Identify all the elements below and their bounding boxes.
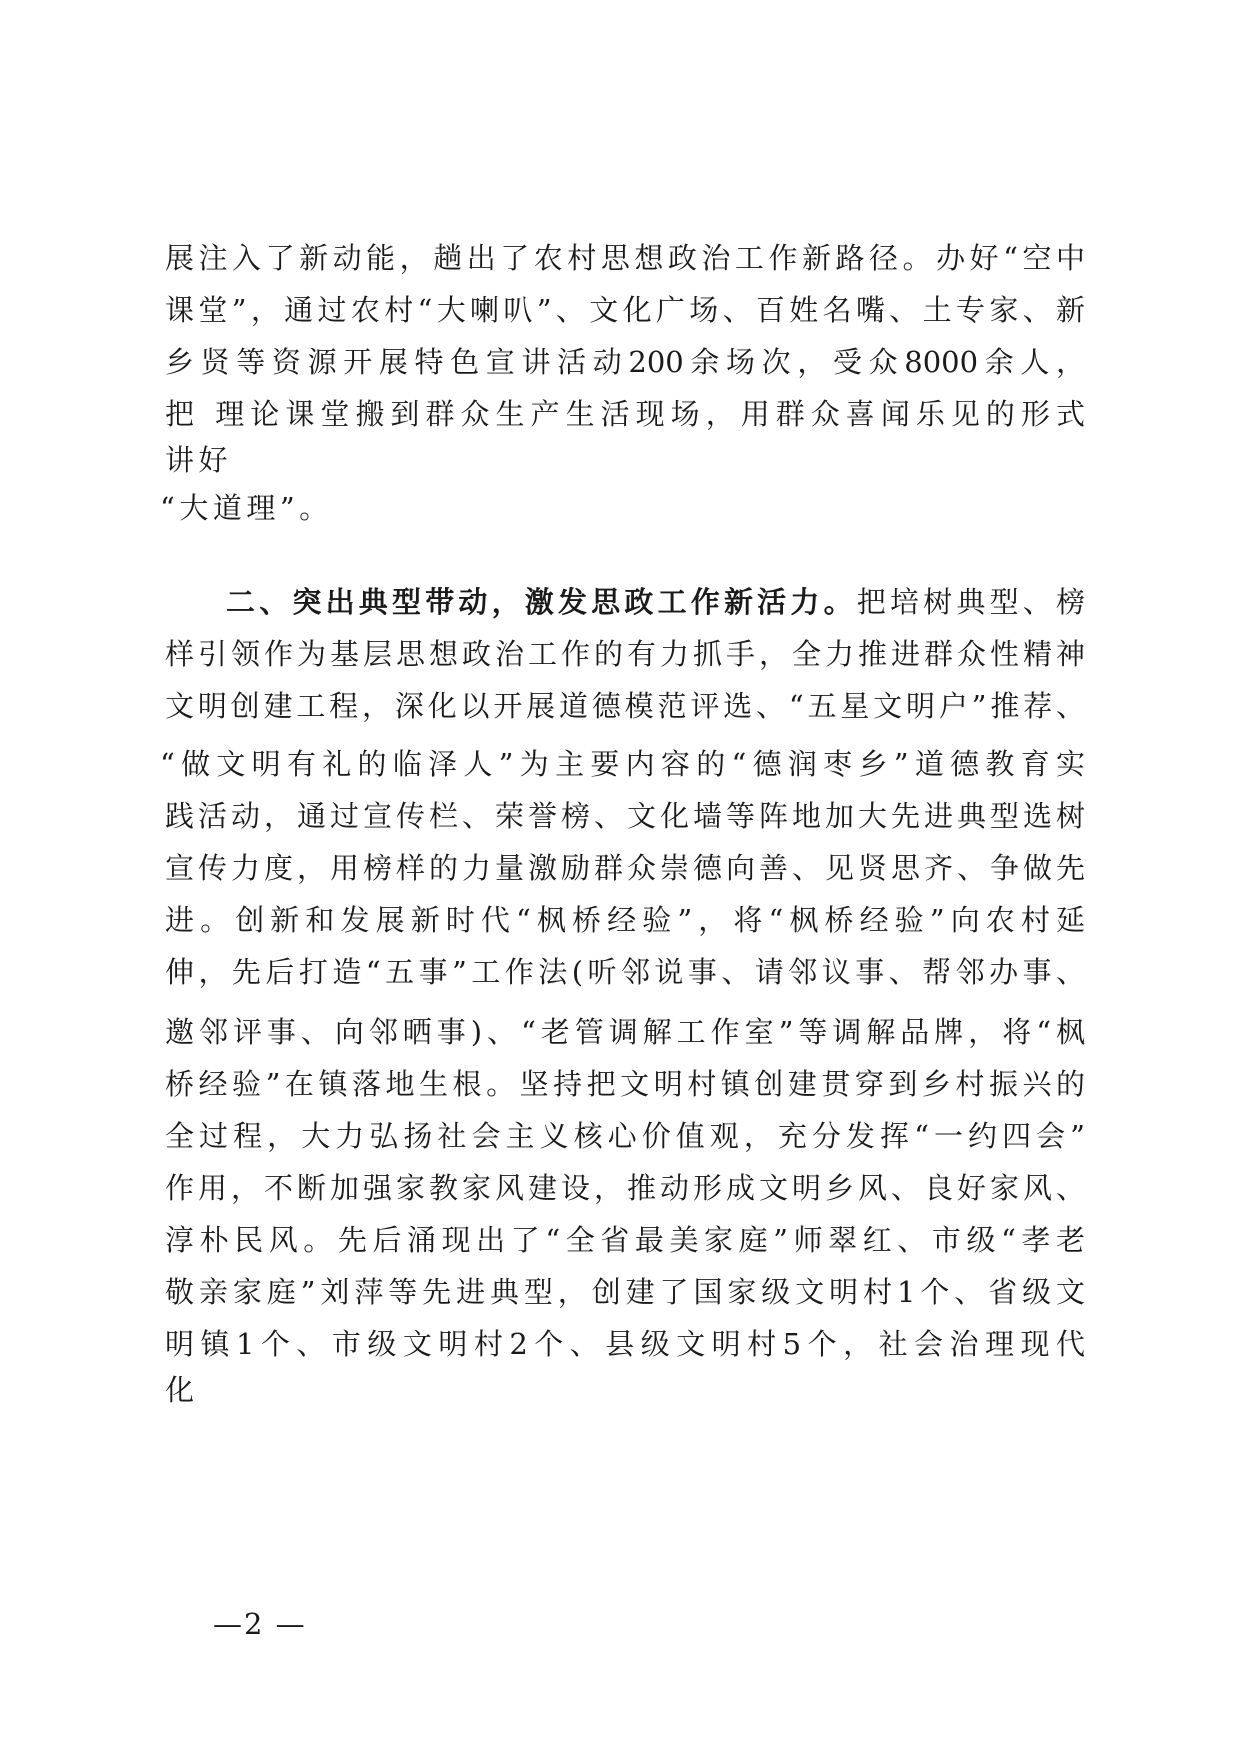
text-line: 化 xyxy=(165,1373,199,1407)
text-line: 伸，先后打造“五事”工作法(听邻说事、请邻议事、帮邻办事、 xyxy=(165,955,1085,989)
text-line: 宣传力度，用榜样的力量激励群众崇德向善、见贤思齐、争做先 xyxy=(165,851,1085,885)
heading-line-rest: 把培树典型、榜 xyxy=(856,585,1085,619)
text-line: 全过程，大力弘扬社会主义核心价值观，充分发挥“一约四会” xyxy=(165,1119,1085,1153)
text-line: 敬亲家庭”刘萍等先进典型，创建了国家级文明村1个、省级文 xyxy=(165,1275,1085,1309)
text-line: 课堂”，通过农村“大喇叭”、文化广场、百姓名嘴、土专家、新 xyxy=(165,293,1085,327)
text-line: 作用，不断加强家教家风建设，推动形成文明乡风、良好家风、 xyxy=(165,1171,1085,1205)
text-line: 桥经验”在镇落地生根。坚持把文明村镇创建贯穿到乡村振兴的 xyxy=(165,1067,1085,1101)
text-line: 践活动，通过宣传栏、荣誉榜、文化墙等阵地加大先进典型选树 xyxy=(165,799,1085,833)
section-heading-line xyxy=(226,582,1085,622)
text-line: 进。创新和发展新时代“枫桥经验”，将“枫桥经验”向农村延 xyxy=(165,903,1085,937)
text-line: 讲好 xyxy=(165,443,233,477)
text-line: 淳朴民风。先后涌现出了“全省最美家庭”师翠红、市级“孝老 xyxy=(165,1223,1085,1257)
text-line: 明镇1个、市级文明村2个、县级文明村5个，社会治理现代 xyxy=(165,1327,1085,1361)
text-line: “大道理”。 xyxy=(160,491,333,525)
text-line: 展注入了新动能，趟出了农村思想政治工作新路径。办好“空中 xyxy=(165,241,1085,275)
text-line: 样引领作为基层思想政治工作的有力抓手，全力推进群众性精神 xyxy=(165,637,1085,671)
text-line: 把 理论课堂搬到群众生产生活现场，用群众喜闻乐见的形式 xyxy=(165,397,1085,431)
section-heading: 二、突出典型带动，激发思政工作新活力。 xyxy=(226,585,857,619)
page-number: —2 — xyxy=(213,1607,307,1641)
text-line: “做文明有礼的临泽人”为主要内容的“德润枣乡”道德教育实 xyxy=(160,747,1085,781)
text-line: 乡贤等资源开展特色宣讲活动200余场次，受众8000余人， xyxy=(165,345,1085,379)
text-line: 邀邻评事、向邻晒事)、“老管调解工作室”等调解品牌，将“枫 xyxy=(165,1015,1085,1049)
text-line: 文明创建工程，深化以开展道德模范评选、“五星文明户”推荐、 xyxy=(165,689,1085,723)
